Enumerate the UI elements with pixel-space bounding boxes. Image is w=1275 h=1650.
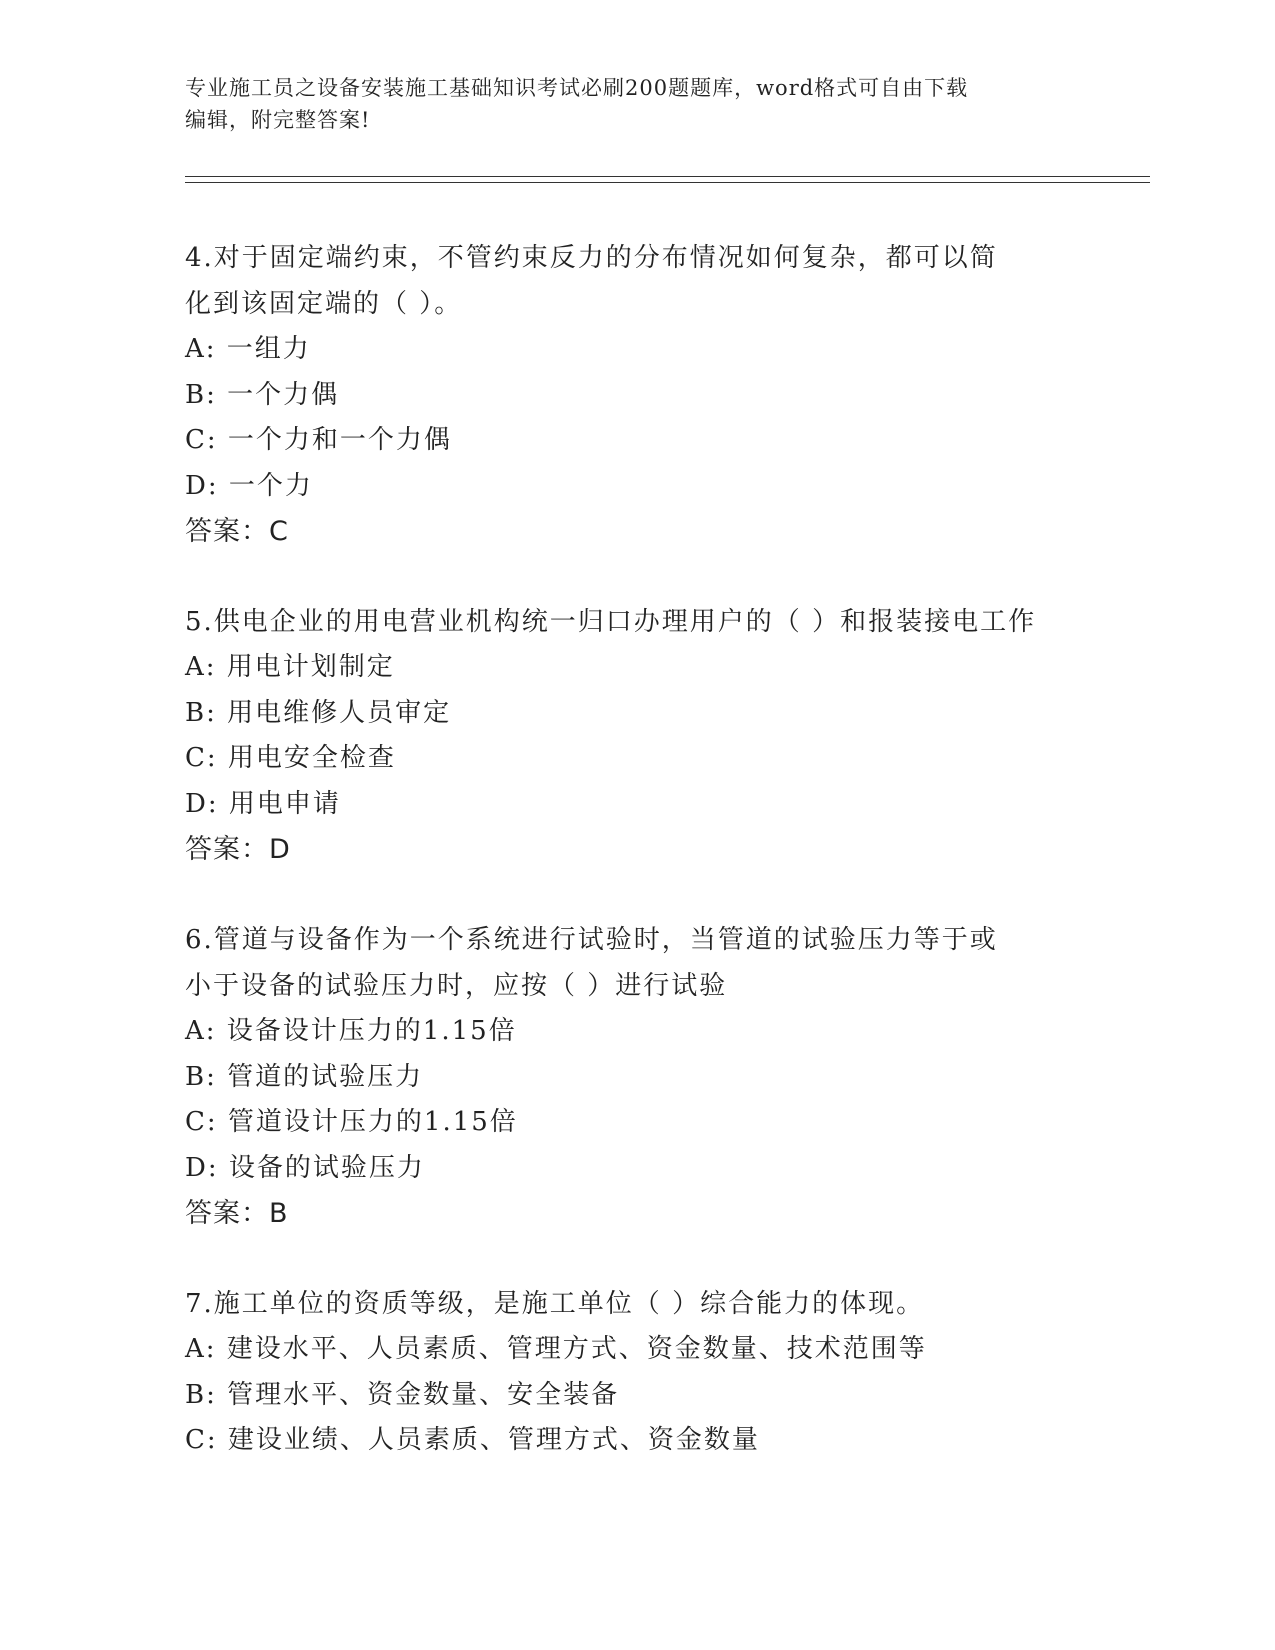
option-b: B: 一个力偶 [185, 379, 340, 410]
question-5 [185, 599, 1085, 873]
question-list [185, 235, 1085, 1508]
option-b: B: 用电维修人员审定 [185, 697, 452, 728]
option-a: A: 一组力 [185, 334, 311, 364]
question-stem: 4.对于固定端约束，不管约束反力的分布情况如何复杂，都可以简化到该固定端的（ ）。 [185, 243, 998, 319]
option-d: D: 用电申请 [185, 788, 341, 819]
question-7 [185, 1281, 1085, 1464]
document-header [185, 72, 1065, 136]
option-b: B: 管道的试验压力 [185, 1061, 424, 1092]
answer: 答案：C [185, 516, 289, 547]
header-line-2: 编辑，附完整答案! [185, 108, 371, 132]
option-a: A: 设备设计压力的1.15倍 [185, 1016, 517, 1046]
option-d: D: 设备的试验压力 [185, 1152, 425, 1183]
option-b: B: 管理水平、资金数量、安全装备 [185, 1379, 620, 1410]
option-c: C: 管道设计压力的1.15倍 [185, 1107, 518, 1137]
answer: 答案：B [185, 1198, 289, 1229]
question-4 [185, 235, 1085, 555]
question-stem: 7.施工单位的资质等级，是施工单位（ ）综合能力的体现。 [185, 1289, 925, 1319]
question-stem: 6.管道与设备作为一个系统进行试验时，当管道的试验压力等于或小于设备的试验压力时，应按（ ）进行试验 [185, 925, 998, 1001]
option-c: C: 建设业绩、人员素质、管理方式、资金数量 [185, 1425, 760, 1455]
question-6 [185, 917, 1085, 1237]
answer: 答案：D [185, 834, 291, 865]
option-a: A: 建设水平、人员素质、管理方式、资金数量、技术范围等 [185, 1334, 927, 1364]
header-line-1: 专业施工员之设备安装施工基础知识考试必刷200题题库，word格式可自由下载 [185, 76, 969, 100]
option-d: D: 一个力 [185, 470, 313, 501]
option-c: C: 用电安全检查 [185, 743, 396, 773]
header-divider-top [185, 176, 1150, 177]
option-c: C: 一个力和一个力偶 [185, 425, 452, 455]
question-stem: 5.供电企业的用电营业机构统一归口办理用户的（ ）和报装接电工作 [185, 607, 1037, 637]
option-a: A: 用电计划制定 [185, 652, 395, 682]
header-divider-bottom [185, 182, 1150, 183]
